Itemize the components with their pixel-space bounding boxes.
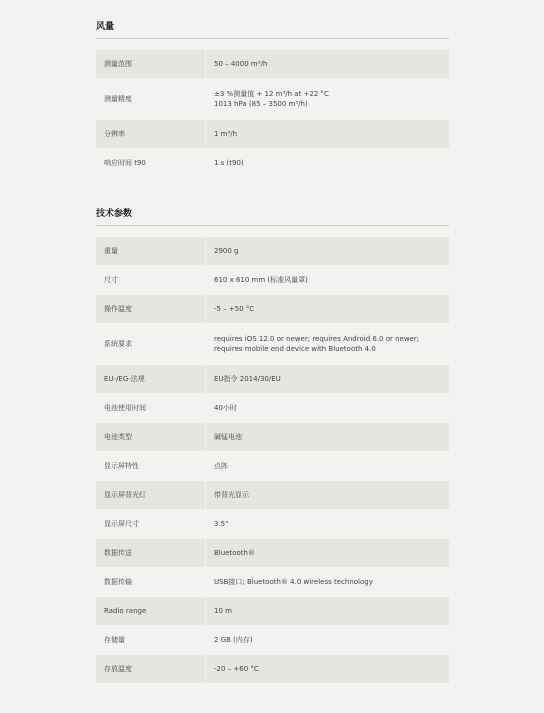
spec-value: -5 – +50 °C bbox=[214, 305, 255, 313]
spec-value: 2 GB (内存) bbox=[214, 636, 253, 644]
spec-value: 1 s (t90) bbox=[214, 159, 244, 167]
spec-label: 重量 bbox=[96, 237, 206, 265]
spec-label: 存放温度 bbox=[96, 655, 206, 683]
tech-specs-section bbox=[96, 207, 449, 684]
spec-value: 点阵 bbox=[214, 462, 228, 470]
spec-label: 操作温度 bbox=[96, 295, 206, 323]
spec-value: 50 – 4000 m³/h bbox=[214, 60, 268, 68]
spec-value: USB接口; Bluetooth® 4.0 wireless technology bbox=[214, 578, 373, 586]
spec-label: 显示屏背光灯 bbox=[96, 481, 206, 509]
spec-value: 610 x 610 mm (标准风量罩) bbox=[214, 276, 308, 284]
spec-row bbox=[96, 655, 449, 684]
spec-label: 存储量 bbox=[96, 626, 206, 654]
spec-label: Radio range bbox=[96, 597, 206, 625]
spec-value: 碱锰电池 bbox=[214, 433, 242, 441]
spec-row bbox=[96, 568, 449, 597]
spec-value: requires iOS 12.0 or newer; requires Android 6.0 or newer; bbox=[214, 335, 420, 343]
spec-label: EU-/EG-法规 bbox=[96, 365, 206, 393]
spec-row bbox=[96, 79, 449, 120]
spec-value: 2900 g bbox=[214, 247, 239, 255]
spec-row bbox=[96, 423, 449, 452]
spec-row bbox=[96, 365, 449, 394]
spec-row bbox=[96, 626, 449, 655]
spec-row bbox=[96, 597, 449, 626]
spec-value: 1 m³/h bbox=[214, 130, 238, 138]
airflow-section bbox=[96, 20, 449, 178]
spec-label: 尺寸 bbox=[96, 266, 206, 294]
spec-row bbox=[96, 149, 449, 178]
spec-value: 10 m bbox=[214, 607, 232, 615]
spec-row bbox=[96, 510, 449, 539]
spec-value-line2: requires mobile end device with Bluetooth 4.0 bbox=[214, 345, 376, 353]
spec-row bbox=[96, 394, 449, 423]
spec-label: 显示屏特性 bbox=[96, 452, 206, 480]
spec-label: 分辨率 bbox=[96, 120, 206, 148]
spec-label: 数据传输 bbox=[96, 568, 206, 596]
spec-row bbox=[96, 120, 449, 149]
spec-row bbox=[96, 539, 449, 568]
spec-row bbox=[96, 237, 449, 266]
spec-value: ±3 %测量值 + 12 m³/h at +22 °C bbox=[214, 90, 329, 98]
spec-label: 数据传送 bbox=[96, 539, 206, 567]
spec-label: 测量范围 bbox=[96, 50, 206, 78]
spec-label: 系统要求 bbox=[96, 324, 206, 364]
spec-row bbox=[96, 481, 449, 510]
spec-label: 电池使用时间 bbox=[96, 394, 206, 422]
spec-label: 测量精度 bbox=[96, 79, 206, 119]
spec-value: -20 – +60 °C bbox=[214, 665, 259, 673]
spec-value-line2: 1013 hPa (85 – 3500 m³/h) bbox=[214, 100, 308, 108]
spec-label: 电池类型 bbox=[96, 423, 206, 451]
spec-label: 响应时间 t90 bbox=[96, 149, 206, 177]
spec-value: Bluetooth® bbox=[214, 549, 255, 557]
section-title: 风量 bbox=[96, 20, 449, 39]
spec-label: 显示屏尺寸 bbox=[96, 510, 206, 538]
spec-row bbox=[96, 266, 449, 295]
spec-row bbox=[96, 50, 449, 79]
spec-value: EU指令 2014/30/EU bbox=[214, 375, 281, 383]
spec-value: 40小时 bbox=[214, 404, 237, 412]
spec-value: 3.5" bbox=[214, 520, 229, 528]
spec-row bbox=[96, 324, 449, 365]
spec-row bbox=[96, 452, 449, 481]
section-title: 技术参数 bbox=[96, 207, 449, 226]
spec-value: 带背光显示 bbox=[214, 491, 249, 499]
spec-row bbox=[96, 295, 449, 324]
